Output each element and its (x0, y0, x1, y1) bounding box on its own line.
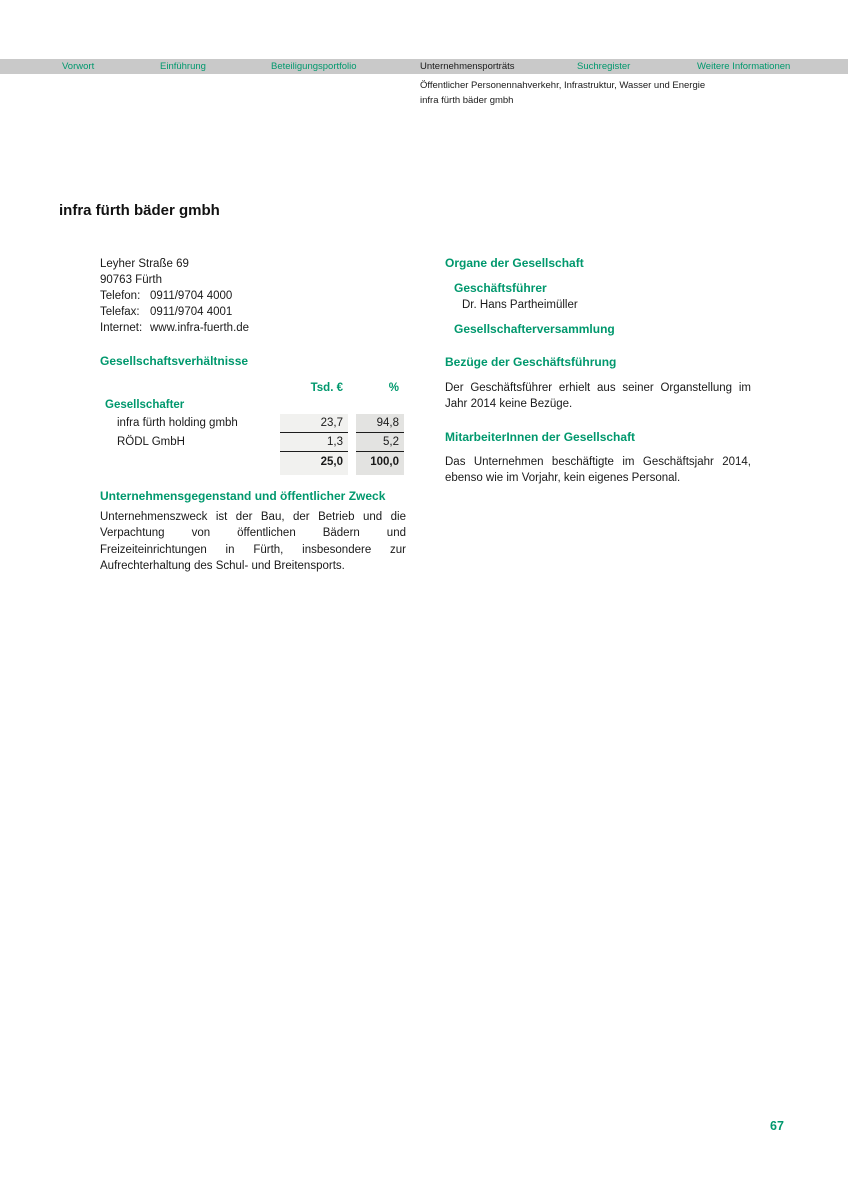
employees-text: Das Unternehmen beschäftigte im Geschäftsjahr 2014, ebenso wie im Vorjahr, kein eigenes Personal. (445, 456, 751, 485)
ownership-heading: Gesellschaftsverhältnisse (100, 354, 249, 368)
ownership-table-header (100, 382, 404, 394)
nav-item-weitere-informationen[interactable]: Weitere Informationen (697, 61, 791, 72)
shareholder-name: infra fürth holding gmbh (117, 417, 238, 429)
shareholder-name: RÖDL GmbH (117, 436, 185, 448)
nav-item-vorwort[interactable]: Vorwort (62, 61, 95, 72)
column-header-tsd: Tsd. € (310, 382, 343, 394)
managing-director-name: Dr. Hans Partheimüller (462, 299, 578, 311)
website-label: Internet: (100, 322, 143, 334)
total-percent-value: 100,0 (356, 452, 404, 475)
employees-heading: MitarbeiterInnen der Gesellschaft (445, 430, 636, 444)
phone-label: Telefon: (100, 290, 141, 302)
fax-row (100, 304, 406, 320)
phone-value: 0911/9704 4000 (150, 290, 233, 302)
column-gap (348, 414, 356, 433)
fax-label: Telefax: (100, 306, 140, 318)
remuneration-text: Der Geschäftsführer erhielt aus seiner Organstellung im Jahr 2014 keine Bezüge. (445, 382, 751, 411)
nav-item-unternehmensportraets[interactable]: Unternehmensporträts (420, 61, 515, 72)
phone-row (100, 288, 406, 304)
ownership-table (100, 414, 404, 475)
spacer (100, 382, 280, 394)
shareholder-group-label: Gesellschafter (105, 399, 185, 411)
breadcrumb-category: Öffentlicher Personennahverkehr, Infrastruktur, Wasser und Energie (420, 80, 706, 91)
top-navbar (0, 59, 848, 74)
column-gap (348, 452, 356, 471)
fax-value: 0911/9704 4001 (150, 306, 233, 318)
shareholders-meeting-label: Gesellschafterversammlung (454, 322, 615, 336)
total-row-label (100, 452, 280, 475)
nav-item-suchregister[interactable]: Suchregister (577, 61, 631, 72)
city-line: 90763 Fürth (100, 274, 163, 286)
spacer (348, 382, 356, 394)
managing-director-label: Geschäftsführer (454, 281, 547, 295)
percent-value: 5,2 (356, 433, 404, 452)
page-number: 67 (770, 1119, 784, 1133)
percent-value: 94,8 (356, 414, 404, 433)
column-header-percent: % (388, 382, 399, 394)
street-line: Leyher Straße 69 (100, 258, 189, 270)
purpose-heading: Unternehmensgegenstand und öffentlicher Zweck (100, 489, 386, 503)
website-row (100, 320, 406, 336)
tsd-value: 1,3 (280, 433, 348, 452)
page-title: infra fürth bäder gmbh (59, 202, 220, 219)
nav-item-beteiligungsportfolio[interactable]: Beteiligungsportfolio (271, 61, 357, 72)
remuneration-heading: Bezüge der Geschäftsführung (445, 355, 617, 369)
tsd-value: 23,7 (280, 414, 348, 433)
column-gap (348, 433, 356, 452)
website-value[interactable]: www.infra-fuerth.de (150, 322, 250, 334)
organs-heading: Organe der Gesellschaft (445, 256, 584, 270)
nav-item-einfuehrung[interactable]: Einführung (160, 61, 206, 72)
total-tsd-value: 25,0 (280, 452, 348, 475)
purpose-text: Unternehmenszweck ist der Bau, der Betrieb und die Verpachtung von öffentlichen Bädern und Freizeiteinrichtungen in Fürth, insbesondere zur Aufrechterhaltung des Schul- und Breitensports. (100, 511, 406, 572)
breadcrumb-current: infra fürth bäder gmbh (420, 95, 514, 106)
contact-block (100, 256, 406, 336)
